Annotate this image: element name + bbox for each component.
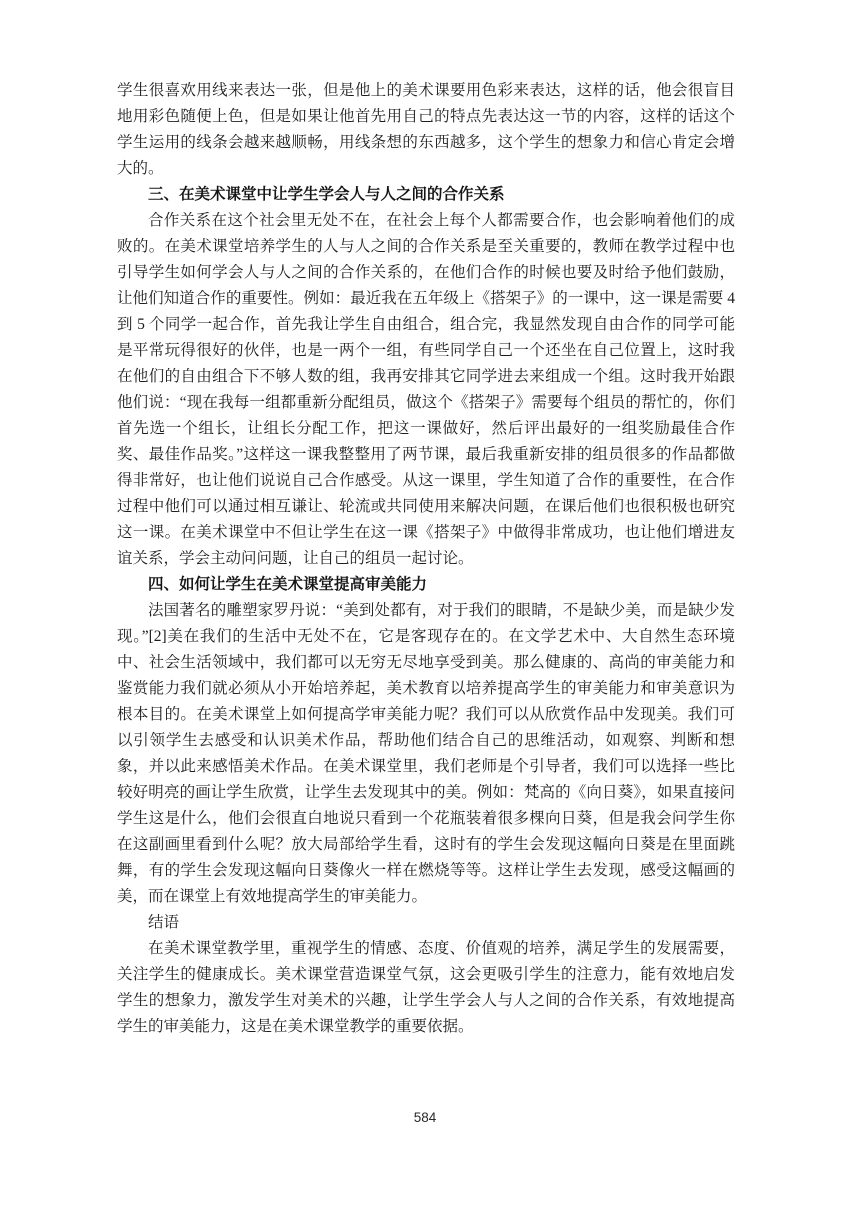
conclusion-paragraph: 在美术课堂教学里，重视学生的情感、态度、价值观的培养，满足学生的发展需要，关注学生的健康成长。美术课堂营造课堂气氛，这会更吸引学生的注意力，能有效地启发学生的想象力，激发学生对美术的兴趣，让学生学会人与人之间的合作关系，有效地提高学生的审美能力，这是在美术课堂教学的重要依据。 [117,940,735,1035]
page-number: 584 [413,1110,437,1125]
conclusion-label: 结语 [148,914,180,931]
section-4-paragraph: 法国著名的雕塑家罗丹说：“美到处都有，对于我们的眼睛，不是缺少美，而是缺少发现。”[2]美在我们的生活中无处不在，它是客现存在的。在文学艺术中、大自然生态环境中、社会生活领域中，我们都可以无穷无尽地享受到美。那么健康的、高尚的审美能力和鉴赏能力我们就必须从小开始培养起，美术教育以培养提高学生的审美能力和审美意识为根本目的。在美术课堂上如何提高学审美能力呢？我们可以从欣赏作品中发现美。我们可以引领学生去感受和认识美术作品，帮助他们结合自己的思维活动，如观察、判断和想象，并以此来感悟美术作品。在美术课堂里，我们老师是个引导者，我们可以选择一些比较好明亮的画让学生欣赏，让学生去发现其中的美。例如：梵高的《向日葵》，如果直接问学生这是什么，他们会很直白地说只看到一个花瓶装着很多棵向日葵，但是我会问学生你在这副画里看到什么呢？放大局部给学生看，这时有的学生会发现这幅向日葵是在里面跳舞，有的学生会发现这幅向日葵像火一样在燃烧等等。这样让学生去发现，感受这幅画的美，而在课堂上有效地提高学生的审美能力。 [117,602,735,905]
section-4-heading: 四、如何让学生在美术课堂提高审美能力 [148,576,428,593]
document-content [117,78,735,1040]
section-3-heading: 三、在美术课堂中让学生学会人与人之间的合作关系 [148,186,505,203]
intro-paragraph: 学生很喜欢用线来表达一张，但是他上的美术课要用色彩来表达，这样的话，他会很盲目地用彩色随便上色，但是如果让他首先用自己的特点先表达这一节的内容，这样的话这个学生运用的线条会越来越顺畅，用线条想的东西越多，这个学生的想象力和信心肯定会增大的。 [117,82,735,177]
section-3-paragraph: 合作关系在这个社会里无处不在，在社会上每个人都需要合作，也会影响着他们的成败的。在美术课堂培养学生的人与人之间的合作关系是至关重要的，教师在教学过程中也引导学生如何学会人与人之间的合作关系的，在他们合作的时候也要及时给予他们鼓励，让他们知道合作的重要性。例如：最近我在五年级上《搭架子》的一课中，这一课是需要 4 到 5 个同学一起合作，首先我让学生自由组合，组合完，我显然发现自由合作的同学可能是平常玩得很好的伙伴，也是一两个一组，有些同学自己一个还坐在自己位置上，这时我在他们的自由组合下不够人数的组，我再安排其它同学进去来组成一个组。这时我开始跟他们说：“现在我每一组都重新分配组员，做这个《搭架子》需要每个组员的帮忙的，你们首先选一个组长，让组长分配工作，把这一课做好，然后评出最好的一组奖励最佳合作奖、最佳作品奖。”这样这一课我整整用了两节课，最后我重新安排的组员很多的作品都做得非常好，也让他们说说自己合作感受。从这一课里，学生知道了合作的重要性，在合作过程中他们可以通过相互谦让、轮流或共同使用来解决问题，在课后他们也很积极也研究这一课。在美术课堂中不但让学生在这一课《搭架子》中做得非常成功，也让他们增进友谊关系，学会主动问问题，让自己的组员一起讨论。 [117,212,735,567]
